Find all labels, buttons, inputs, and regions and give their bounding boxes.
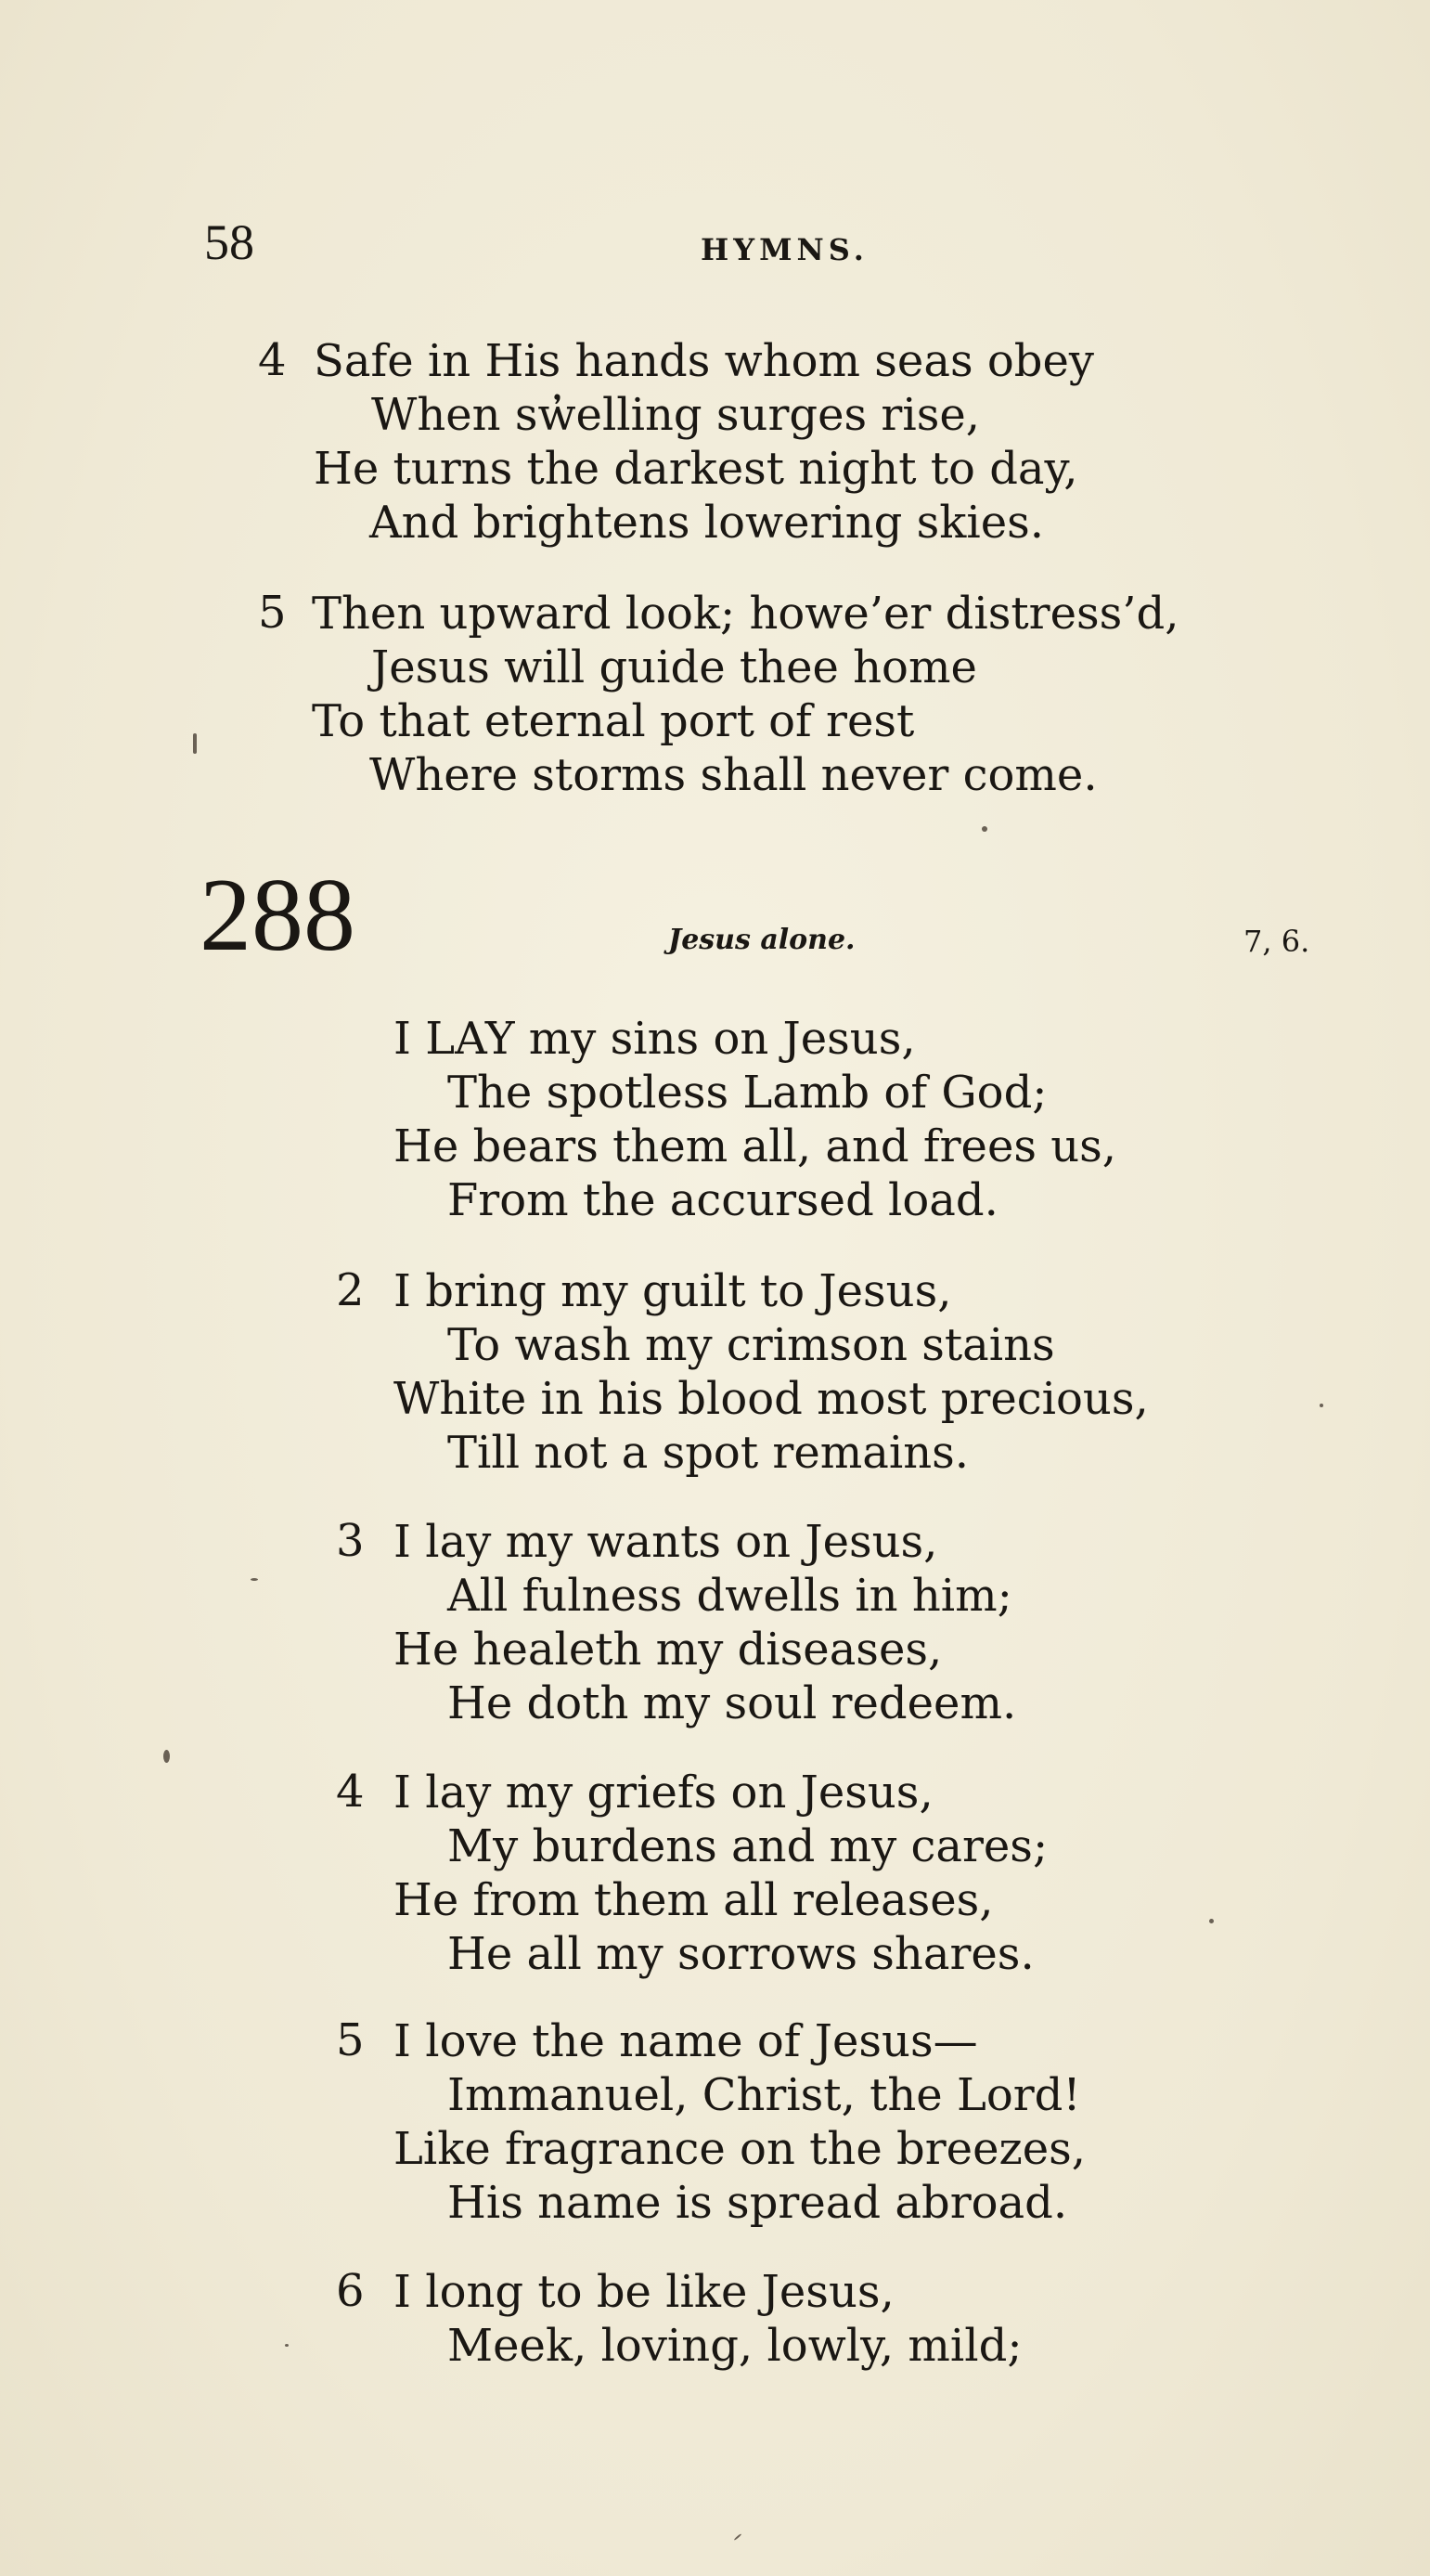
verse-line: I lay my griefs on Jesus, [393, 1767, 934, 1819]
verse-number: 2 [336, 1264, 365, 1316]
verse-line: From the accursed load. [447, 1174, 998, 1226]
verse-line: And brightens lowering skies. [369, 497, 1045, 549]
verse-line: Like fragrance on the breezes, [393, 2123, 1087, 2175]
verse-line: He doth my soul redeem. [447, 1677, 1017, 1729]
verse-number: 4 [336, 1766, 365, 1818]
verse-number: 4 [258, 334, 287, 386]
print-speck [734, 2533, 742, 2541]
hymn-meter: 7, 6. [1243, 924, 1310, 959]
verse-line: He turns the darkest night to day, [314, 443, 1078, 495]
verse-line: I LAY my sins on Jesus, [393, 1013, 916, 1065]
verse-line: He healeth my diseases, [393, 1624, 943, 1676]
verse-line: Where storms shall never come. [369, 749, 1098, 801]
verse-line: My burdens and my cares; [447, 1820, 1049, 1872]
verse-line: Immanuel, Christ, the Lord! [447, 2069, 1081, 2121]
print-speck [251, 1578, 258, 1581]
verse-line: Jesus will guide thee home [371, 641, 977, 693]
verse-line: All fulness dwells in him; [447, 1570, 1012, 1622]
verse-line: I love the name of Jesus— [393, 2015, 978, 2067]
hymn-title: Jesus alone. [668, 924, 856, 956]
hymn-number: 288 [200, 858, 355, 973]
verse-line: To that eternal port of rest [312, 695, 915, 747]
print-speck [163, 1750, 170, 1763]
verse-number: 5 [258, 587, 287, 639]
print-speck [285, 2344, 289, 2347]
print-speck [1209, 1919, 1214, 1923]
verse-line: Till not a spot remains. [447, 1427, 970, 1479]
verse-line: When sw̓elling surges rise, [371, 389, 981, 441]
print-speck [1320, 1404, 1323, 1407]
verse-line: Safe in His hands whom seas obey [314, 335, 1094, 387]
print-speck [982, 826, 987, 832]
print-speck [193, 733, 197, 754]
verse-number: 3 [336, 1515, 365, 1567]
verse-line: I long to be like Jesus, [393, 2266, 895, 2318]
verse-line: He from them all releases, [393, 1874, 994, 1926]
verse-line: Meek, loving, lowly, mild; [447, 2320, 1023, 2372]
verse-line: The spotless Lamb of God; [447, 1067, 1048, 1119]
verse-line: He all my sorrows shares. [447, 1928, 1035, 1980]
page-number: 58 [204, 214, 254, 270]
running-head: HYMNS. [701, 232, 869, 267]
verse-line: White in his blood most precious, [393, 1373, 1149, 1425]
verse-number: 5 [336, 2014, 365, 2066]
verse-line: He bears them all, and frees us, [393, 1120, 1117, 1172]
verse-line: To wash my crimson stains [447, 1319, 1055, 1371]
verse-line: I bring my guilt to Jesus, [393, 1265, 952, 1317]
verse-line: His name is spread abroad. [447, 2177, 1068, 2229]
verse-line: I lay my wants on Jesus, [393, 1516, 938, 1568]
verse-number: 6 [336, 2265, 365, 2317]
verse-line: Then upward look; howe’er distress’d, [312, 588, 1179, 640]
